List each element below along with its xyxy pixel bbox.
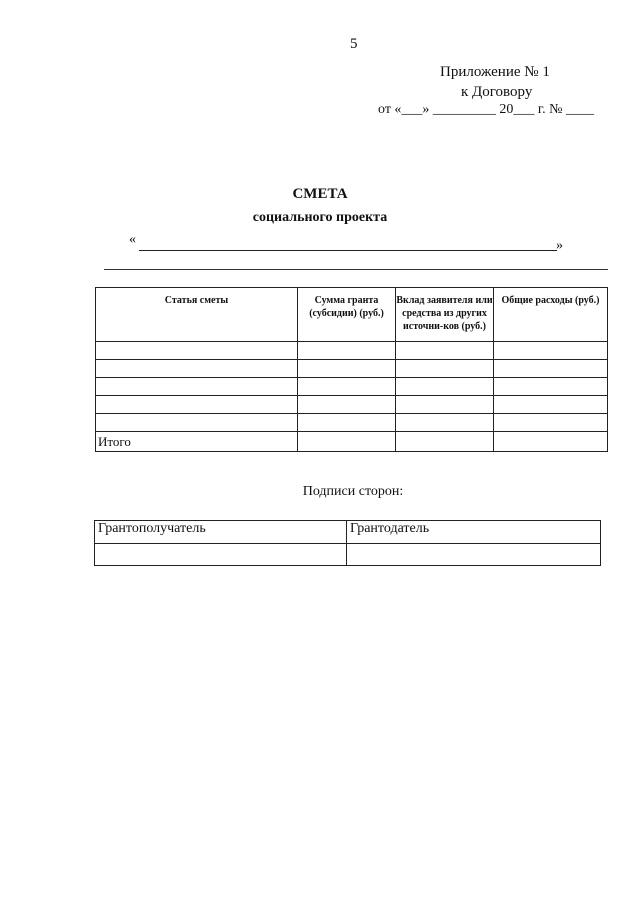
total-label: Итого	[96, 432, 298, 452]
table-row	[96, 360, 608, 378]
header-item: Статья сметы	[96, 288, 298, 342]
project-name-line	[139, 250, 557, 251]
contract-label: к Договору	[461, 84, 533, 100]
grantor-signature-cell[interactable]	[347, 544, 601, 566]
table-row	[96, 378, 608, 396]
table-row	[96, 414, 608, 432]
header-grant-sum: Сумма гранта (субсидии) (руб.)	[298, 288, 396, 342]
header-applicant-contribution: Вклад заявителя или средства из других источни-ков (руб.)	[396, 288, 494, 342]
signatures-table	[94, 520, 601, 566]
quote-open: «	[129, 232, 136, 247]
total-row	[96, 432, 608, 452]
budget-table	[95, 287, 608, 452]
header-total-expenses: Общие расходы (руб.)	[494, 288, 608, 342]
separator-line	[104, 269, 608, 270]
page-number: 5	[350, 36, 358, 52]
appendix-label: Приложение № 1	[440, 64, 550, 80]
grantor-label: Грантодатель	[347, 521, 601, 544]
signatures-heading: Подписи сторон:	[302, 484, 404, 499]
date-line: от «___» _________ 20___ г. № ____	[378, 102, 594, 117]
grantee-signature-cell[interactable]	[95, 544, 347, 566]
quote-close: »	[556, 238, 563, 253]
budget-header-row	[96, 288, 608, 342]
table-row	[96, 342, 608, 360]
grantee-label: Грантополучатель	[95, 521, 347, 544]
document-subtitle: социального проекта	[252, 210, 388, 225]
table-row	[96, 396, 608, 414]
document-title: СМЕТА	[292, 186, 348, 202]
